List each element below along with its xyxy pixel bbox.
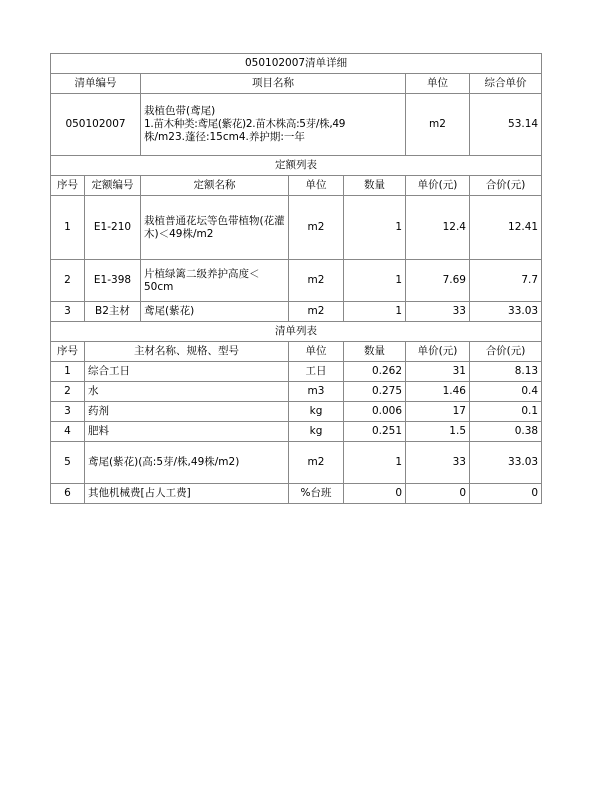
quota-unit-price: 12.4 <box>406 196 470 260</box>
item-code: 050102007 <box>51 94 141 156</box>
quota-name: 栽植普通花坛等色带植物(花灌木)＜49株/m2 <box>141 196 289 260</box>
list-seq: 4 <box>51 422 85 442</box>
quota-row <box>51 302 542 322</box>
item-name-line-1: 栽植色带(鸢尾) <box>144 105 216 117</box>
list-name: 水 <box>85 382 289 402</box>
list-seq: 1 <box>51 362 85 382</box>
list-qty: 0.251 <box>344 422 406 442</box>
quota-row <box>51 260 542 302</box>
quota-code: E1-210 <box>85 196 141 260</box>
list-header-seq: 序号 <box>51 342 85 362</box>
list-qty: 0.275 <box>344 382 406 402</box>
quota-header-total: 合价(元) <box>470 176 542 196</box>
list-row <box>51 402 542 422</box>
list-total: 8.13 <box>470 362 542 382</box>
quota-header-code: 定额编号 <box>85 176 141 196</box>
quota-seq: 2 <box>51 260 85 302</box>
list-unit-price: 33 <box>406 442 470 484</box>
quota-row <box>51 196 542 260</box>
list-unit: m2 <box>289 442 344 484</box>
list-name: 综合工日 <box>85 362 289 382</box>
quota-header-qty: 数量 <box>344 176 406 196</box>
list-unit: 工日 <box>289 362 344 382</box>
quota-header-unit-price: 单价(元) <box>406 176 470 196</box>
quota-seq: 3 <box>51 302 85 322</box>
list-row <box>51 362 542 382</box>
header-item-code: 清单编号 <box>51 74 141 94</box>
list-header-unit: 单位 <box>289 342 344 362</box>
list-total: 33.03 <box>470 442 542 484</box>
item-name-line-3: 株/m23.蓬径:15cm4.养护期:一年 <box>144 131 305 143</box>
item-price: 53.14 <box>470 94 542 156</box>
quota-total: 12.41 <box>470 196 542 260</box>
header-item-name: 项目名称 <box>141 74 406 94</box>
quota-qty: 1 <box>344 196 406 260</box>
quota-header-name: 定额名称 <box>141 176 289 196</box>
quota-unit-price: 33 <box>406 302 470 322</box>
quota-total: 33.03 <box>470 302 542 322</box>
list-qty: 0.262 <box>344 362 406 382</box>
list-total: 0.4 <box>470 382 542 402</box>
item-name <box>141 94 406 156</box>
list-row <box>51 422 542 442</box>
list-unit-price: 1.46 <box>406 382 470 402</box>
list-seq: 6 <box>51 484 85 504</box>
list-unit-price: 17 <box>406 402 470 422</box>
list-header-qty: 数量 <box>344 342 406 362</box>
list-qty: 0.006 <box>344 402 406 422</box>
quota-unit: m2 <box>289 302 344 322</box>
list-unit: kg <box>289 402 344 422</box>
bill-detail-table <box>50 53 542 504</box>
list-qty: 0 <box>344 484 406 504</box>
quota-header-seq: 序号 <box>51 176 85 196</box>
item-name-line-2: 1.苗木种类:鸢尾(紫花)2.苗木株高:5芽/株,49 <box>144 118 346 130</box>
list-header-unit-price: 单价(元) <box>406 342 470 362</box>
quota-seq: 1 <box>51 196 85 260</box>
list-unit: m3 <box>289 382 344 402</box>
quota-name: 鸢尾(紫花) <box>141 302 289 322</box>
quota-section-title: 定额列表 <box>51 156 542 176</box>
list-seq: 5 <box>51 442 85 484</box>
list-qty: 1 <box>344 442 406 484</box>
list-unit: kg <box>289 422 344 442</box>
list-row <box>51 382 542 402</box>
quota-code: E1-398 <box>85 260 141 302</box>
quota-total: 7.7 <box>470 260 542 302</box>
list-total: 0.38 <box>470 422 542 442</box>
list-row <box>51 484 542 504</box>
quota-unit: m2 <box>289 260 344 302</box>
list-unit-price: 1.5 <box>406 422 470 442</box>
quota-name: 片植绿篱二级养护高度＜50cm <box>141 260 289 302</box>
quota-qty: 1 <box>344 302 406 322</box>
list-row <box>51 442 542 484</box>
quota-unit-price: 7.69 <box>406 260 470 302</box>
item-unit: m2 <box>406 94 470 156</box>
list-header-total: 合价(元) <box>470 342 542 362</box>
list-name: 鸢尾(紫花)(高:5芽/株,49株/m2) <box>85 442 289 484</box>
table-title: 050102007清单详细 <box>51 54 542 74</box>
list-name: 药剂 <box>85 402 289 422</box>
list-name: 其他机械费[占人工费] <box>85 484 289 504</box>
quota-header-unit: 单位 <box>289 176 344 196</box>
list-header-name: 主材名称、规格、型号 <box>85 342 289 362</box>
list-unit-price: 31 <box>406 362 470 382</box>
list-section-title: 清单列表 <box>51 322 542 342</box>
list-seq: 2 <box>51 382 85 402</box>
list-total: 0 <box>470 484 542 504</box>
list-name: 肥料 <box>85 422 289 442</box>
header-item-price: 综合单价 <box>470 74 542 94</box>
list-unit-price: 0 <box>406 484 470 504</box>
header-item-unit: 单位 <box>406 74 470 94</box>
list-total: 0.1 <box>470 402 542 422</box>
quota-qty: 1 <box>344 260 406 302</box>
quota-code: B2主材 <box>85 302 141 322</box>
quota-unit: m2 <box>289 196 344 260</box>
list-seq: 3 <box>51 402 85 422</box>
list-unit: %台班 <box>289 484 344 504</box>
